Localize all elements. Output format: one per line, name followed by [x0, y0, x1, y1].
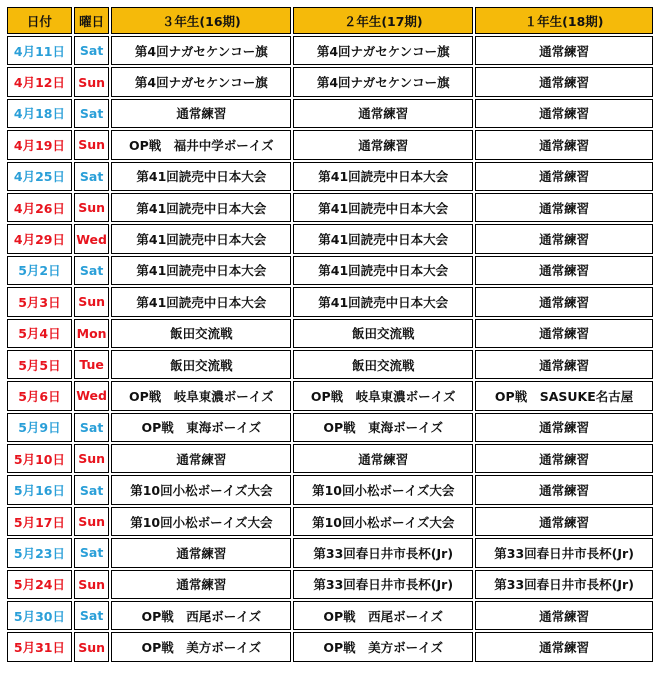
day-cell: Wed — [74, 381, 110, 410]
date-cell: 5月10日 — [7, 444, 72, 473]
year1-cell: 通常練習 — [475, 507, 653, 536]
date-cell: 4月19日 — [7, 130, 72, 159]
year3-cell: OP戦 美方ボーイズ — [111, 632, 291, 661]
year1-cell: 通常練習 — [475, 350, 653, 379]
date-cell: 5月30日 — [7, 601, 72, 630]
date-cell: 4月12日 — [7, 67, 72, 96]
year3-cell: 第41回読売中日本大会 — [111, 162, 291, 191]
year1-cell: 通常練習 — [475, 413, 653, 442]
year2-cell: 第41回読売中日本大会 — [293, 162, 473, 191]
day-cell: Sun — [74, 570, 110, 599]
year1-cell: 通常練習 — [475, 632, 653, 661]
date-cell: 5月2日 — [7, 256, 72, 285]
day-cell: Sat — [74, 601, 110, 630]
year1-cell: 第33回春日井市長杯(Jr) — [475, 570, 653, 599]
year1-cell: 通常練習 — [475, 99, 653, 128]
year2-cell: 飯田交流戦 — [293, 319, 473, 348]
table-row — [7, 224, 653, 253]
year1-cell: 通常練習 — [475, 224, 653, 253]
day-cell: Sun — [74, 193, 110, 222]
year3-cell: 第4回ナガセケンコー旗 — [111, 36, 291, 65]
header-year3: ３年生(16期) — [111, 7, 291, 34]
day-cell: Tue — [74, 350, 110, 379]
year2-cell: 第4回ナガセケンコー旗 — [293, 67, 473, 96]
year1-cell: OP戦 SASUKE名古屋 — [475, 381, 653, 410]
table-row — [7, 507, 653, 536]
day-cell: Sun — [74, 67, 110, 96]
table-row — [7, 256, 653, 285]
year3-cell: 飯田交流戦 — [111, 350, 291, 379]
table-row — [7, 162, 653, 191]
year3-cell: 通常練習 — [111, 99, 291, 128]
table-row — [7, 413, 653, 442]
year1-cell: 通常練習 — [475, 601, 653, 630]
schedule-table — [5, 5, 655, 664]
year1-cell: 第33回春日井市長杯(Jr) — [475, 538, 653, 567]
year1-cell: 通常練習 — [475, 36, 653, 65]
day-cell: Sat — [74, 256, 110, 285]
date-cell: 4月25日 — [7, 162, 72, 191]
year1-cell: 通常練習 — [475, 319, 653, 348]
year3-cell: 第41回読売中日本大会 — [111, 193, 291, 222]
day-cell: Sun — [74, 287, 110, 316]
year3-cell: 通常練習 — [111, 444, 291, 473]
year3-cell: 通常練習 — [111, 570, 291, 599]
table-row — [7, 475, 653, 504]
year3-cell: OP戦 岐阜東濃ボーイズ — [111, 381, 291, 410]
year2-cell: 第10回小松ボーイズ大会 — [293, 475, 473, 504]
year3-cell: 第41回読売中日本大会 — [111, 287, 291, 316]
table-row — [7, 36, 653, 65]
year2-cell: 第41回読売中日本大会 — [293, 287, 473, 316]
header-year2: ２年生(17期) — [293, 7, 473, 34]
header-row — [7, 7, 653, 34]
date-cell: 5月24日 — [7, 570, 72, 599]
date-cell: 5月9日 — [7, 413, 72, 442]
year1-cell: 通常練習 — [475, 256, 653, 285]
day-cell: Mon — [74, 319, 110, 348]
year2-cell: 第33回春日井市長杯(Jr) — [293, 570, 473, 599]
day-cell: Sat — [74, 413, 110, 442]
day-cell: Sat — [74, 162, 110, 191]
date-cell: 5月5日 — [7, 350, 72, 379]
table-row — [7, 632, 653, 661]
year3-cell: 第41回読売中日本大会 — [111, 224, 291, 253]
day-cell: Sat — [74, 475, 110, 504]
header-day: 曜日 — [74, 7, 110, 34]
year1-cell: 通常練習 — [475, 130, 653, 159]
table-row — [7, 350, 653, 379]
year3-cell: 第4回ナガセケンコー旗 — [111, 67, 291, 96]
date-cell: 4月18日 — [7, 99, 72, 128]
year3-cell: 通常練習 — [111, 538, 291, 567]
day-cell: Sun — [74, 507, 110, 536]
year2-cell: 飯田交流戦 — [293, 350, 473, 379]
year3-cell: 第10回小松ボーイズ大会 — [111, 475, 291, 504]
day-cell: Wed — [74, 224, 110, 253]
table-row — [7, 193, 653, 222]
table-row — [7, 538, 653, 567]
table-row — [7, 570, 653, 599]
header-date: 日付 — [7, 7, 72, 34]
year2-cell: 通常練習 — [293, 99, 473, 128]
day-cell: Sat — [74, 538, 110, 567]
year2-cell: 第41回読売中日本大会 — [293, 256, 473, 285]
year2-cell: 第33回春日井市長杯(Jr) — [293, 538, 473, 567]
table-row — [7, 130, 653, 159]
year3-cell: 第41回読売中日本大会 — [111, 256, 291, 285]
year2-cell: OP戦 岐阜東濃ボーイズ — [293, 381, 473, 410]
year2-cell: 第4回ナガセケンコー旗 — [293, 36, 473, 65]
date-cell: 5月3日 — [7, 287, 72, 316]
schedule-body — [7, 36, 653, 662]
year2-cell: OP戦 西尾ボーイズ — [293, 601, 473, 630]
year2-cell: 通常練習 — [293, 130, 473, 159]
day-cell: Sun — [74, 130, 110, 159]
year2-cell: 第41回読売中日本大会 — [293, 193, 473, 222]
year2-cell: 通常練習 — [293, 444, 473, 473]
year3-cell: OP戦 東海ボーイズ — [111, 413, 291, 442]
year2-cell: 第41回読売中日本大会 — [293, 224, 473, 253]
date-cell: 5月31日 — [7, 632, 72, 661]
date-cell: 5月6日 — [7, 381, 72, 410]
date-cell: 5月23日 — [7, 538, 72, 567]
year1-cell: 通常練習 — [475, 475, 653, 504]
table-row — [7, 287, 653, 316]
table-row — [7, 601, 653, 630]
date-cell: 4月26日 — [7, 193, 72, 222]
table-row — [7, 67, 653, 96]
year2-cell: OP戦 東海ボーイズ — [293, 413, 473, 442]
year1-cell: 通常練習 — [475, 193, 653, 222]
table-row — [7, 444, 653, 473]
table-row — [7, 319, 653, 348]
day-cell: Sun — [74, 444, 110, 473]
date-cell: 4月29日 — [7, 224, 72, 253]
year3-cell: OP戦 福井中学ボーイズ — [111, 130, 291, 159]
table-row — [7, 381, 653, 410]
day-cell: Sun — [74, 632, 110, 661]
year3-cell: 第10回小松ボーイズ大会 — [111, 507, 291, 536]
day-cell: Sat — [74, 36, 110, 65]
year2-cell: OP戦 美方ボーイズ — [293, 632, 473, 661]
year1-cell: 通常練習 — [475, 67, 653, 96]
date-cell: 5月16日 — [7, 475, 72, 504]
year2-cell: 第10回小松ボーイズ大会 — [293, 507, 473, 536]
table-row — [7, 99, 653, 128]
year3-cell: 飯田交流戦 — [111, 319, 291, 348]
date-cell: 5月4日 — [7, 319, 72, 348]
year1-cell: 通常練習 — [475, 444, 653, 473]
date-cell: 5月17日 — [7, 507, 72, 536]
day-cell: Sat — [74, 99, 110, 128]
header-year1: １年生(18期) — [475, 7, 653, 34]
year1-cell: 通常練習 — [475, 287, 653, 316]
year3-cell: OP戦 西尾ボーイズ — [111, 601, 291, 630]
year1-cell: 通常練習 — [475, 162, 653, 191]
date-cell: 4月11日 — [7, 36, 72, 65]
